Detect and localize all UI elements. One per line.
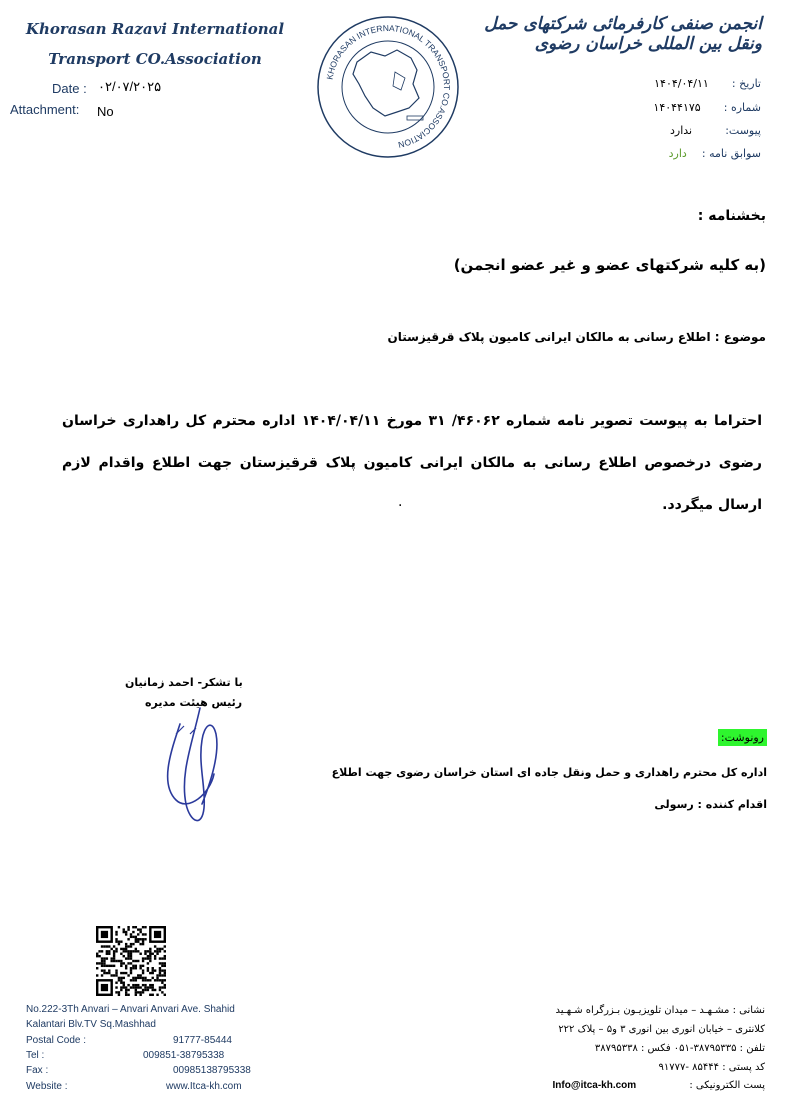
- signature-title: رئیس هیئت مدیره: [145, 696, 243, 709]
- circular-title: بخشنامه :: [697, 208, 766, 224]
- footer-phone-fa: تلفن : ۳۸۷۹۵۳۳۵-۰۵۱ فکس : ۳۸۷۹۵۳۳۸: [594, 1043, 765, 1054]
- footer-tel-label: Tel :: [26, 1050, 45, 1061]
- meta-number-label: شماره :: [723, 101, 761, 114]
- attachment-label-en: Attachment:: [10, 102, 80, 117]
- meta-date-value: ۱۴۰۴/۰۴/۱۱: [654, 77, 709, 90]
- footer-address-en-2: Kalantari Blv.TV Sq.Mashhad: [26, 1019, 156, 1030]
- meta-history-row: [621, 142, 761, 161]
- stray-dot: .: [398, 494, 403, 510]
- footer-web-value[interactable]: www.Itca-kh.com: [166, 1081, 242, 1092]
- body-paragraph: احتراما به پیوست تصویر نامه شماره ۴۶۰۶۲/ ۳۱ مورخ ۱۴۰۴/۰۴/۱۱ اداره محترم کل راهداری خراسان رضوی درخصوص اطلاع رسانی به مالکان ایرانی کامیون پلاک قرقیزستان جهت اطلاع واقدام لازم ارسال میگردد.: [62, 413, 762, 513]
- meta-attachment-label: پیوست:: [725, 124, 761, 137]
- meta-number-value: ۱۴۰۴۴۱۷۵: [653, 101, 701, 114]
- footer-postal-value: 91777-85444: [173, 1035, 232, 1046]
- subject-line: موضوع : اطلاع رسانی به مالکان ایرانی کامیون پلاک قرقیزستان: [387, 330, 766, 344]
- footer-email-row: [525, 1080, 765, 1091]
- footer-address-en-1: No.222-3Th Anvari – Anvari Anvari Ave. Shahid: [26, 1004, 235, 1015]
- footer-fax-value: 00985138795338: [173, 1065, 251, 1076]
- meta-history-label: سوابق نامه :: [701, 147, 761, 160]
- footer-tel-value: 009851-38795338: [143, 1050, 225, 1061]
- meta-attachment-value: ندارد: [670, 124, 693, 137]
- footer-email-label: پست الکترونیکی :: [689, 1080, 765, 1091]
- attachment-value-en: No: [97, 104, 114, 119]
- association-seal-logo: [313, 12, 463, 162]
- signature-name: با تشکر- احمد زمانیان: [125, 676, 243, 689]
- meta-attachment-row: [621, 119, 761, 138]
- footer-web-label: Website :: [26, 1081, 68, 1092]
- footer-address-fa-1: نشانی : مشـهـد – میدان تلویزیـون بـزرگراه شـهـید: [555, 1005, 765, 1016]
- footer-postal-fa: کد پستی : ۸۵۴۴۴ -۹۱۷۷۷: [658, 1062, 765, 1073]
- meta-number-row: [621, 96, 761, 115]
- org-name-en-line2: Transport CO.Association: [48, 50, 262, 68]
- footer-fax-label: Fax :: [26, 1065, 49, 1076]
- qr-code: [96, 926, 166, 996]
- org-name-en-line1: Khorasan Razavi International: [25, 20, 285, 38]
- footer-email-value[interactable]: Info@itca-kh.com: [552, 1080, 637, 1091]
- seal-text: KHORASAN INTERNATIONAL TRANSPORT CO.ASSOCIATION: [324, 22, 453, 151]
- handwritten-signature: [140, 704, 240, 828]
- meta-date-row: [621, 72, 761, 91]
- meta-history-value: دارد: [668, 147, 687, 160]
- cc-handler: اقدام کننده : رسولی: [654, 798, 767, 811]
- org-name-fa: انجمن صنفی کارفرمائی شرکتهای حمل ونقل بین المللی خراسان رضوی: [484, 14, 762, 54]
- recipients-line: (به کلیه شرکتهای عضو و غیر عضو انجمن): [453, 256, 766, 274]
- footer-address-fa-2: کلانتری – خیابان انوری بین انوری ۳ و۵ – پلاک ۲۲۲: [558, 1024, 765, 1035]
- cc-recipient: اداره کل محترم راهداری و حمل ونقل جاده ای استان خراسان رضوی جهت اطلاع: [331, 766, 767, 779]
- meta-date-label: تاریخ :: [731, 77, 761, 90]
- cc-label: رونوشت:: [718, 729, 767, 746]
- date-value-en: ۰۲/۰۷/۲۰۲۵: [98, 79, 162, 94]
- date-label-en: Date :: [52, 81, 87, 96]
- footer-postal-label: Postal Code :: [26, 1035, 87, 1046]
